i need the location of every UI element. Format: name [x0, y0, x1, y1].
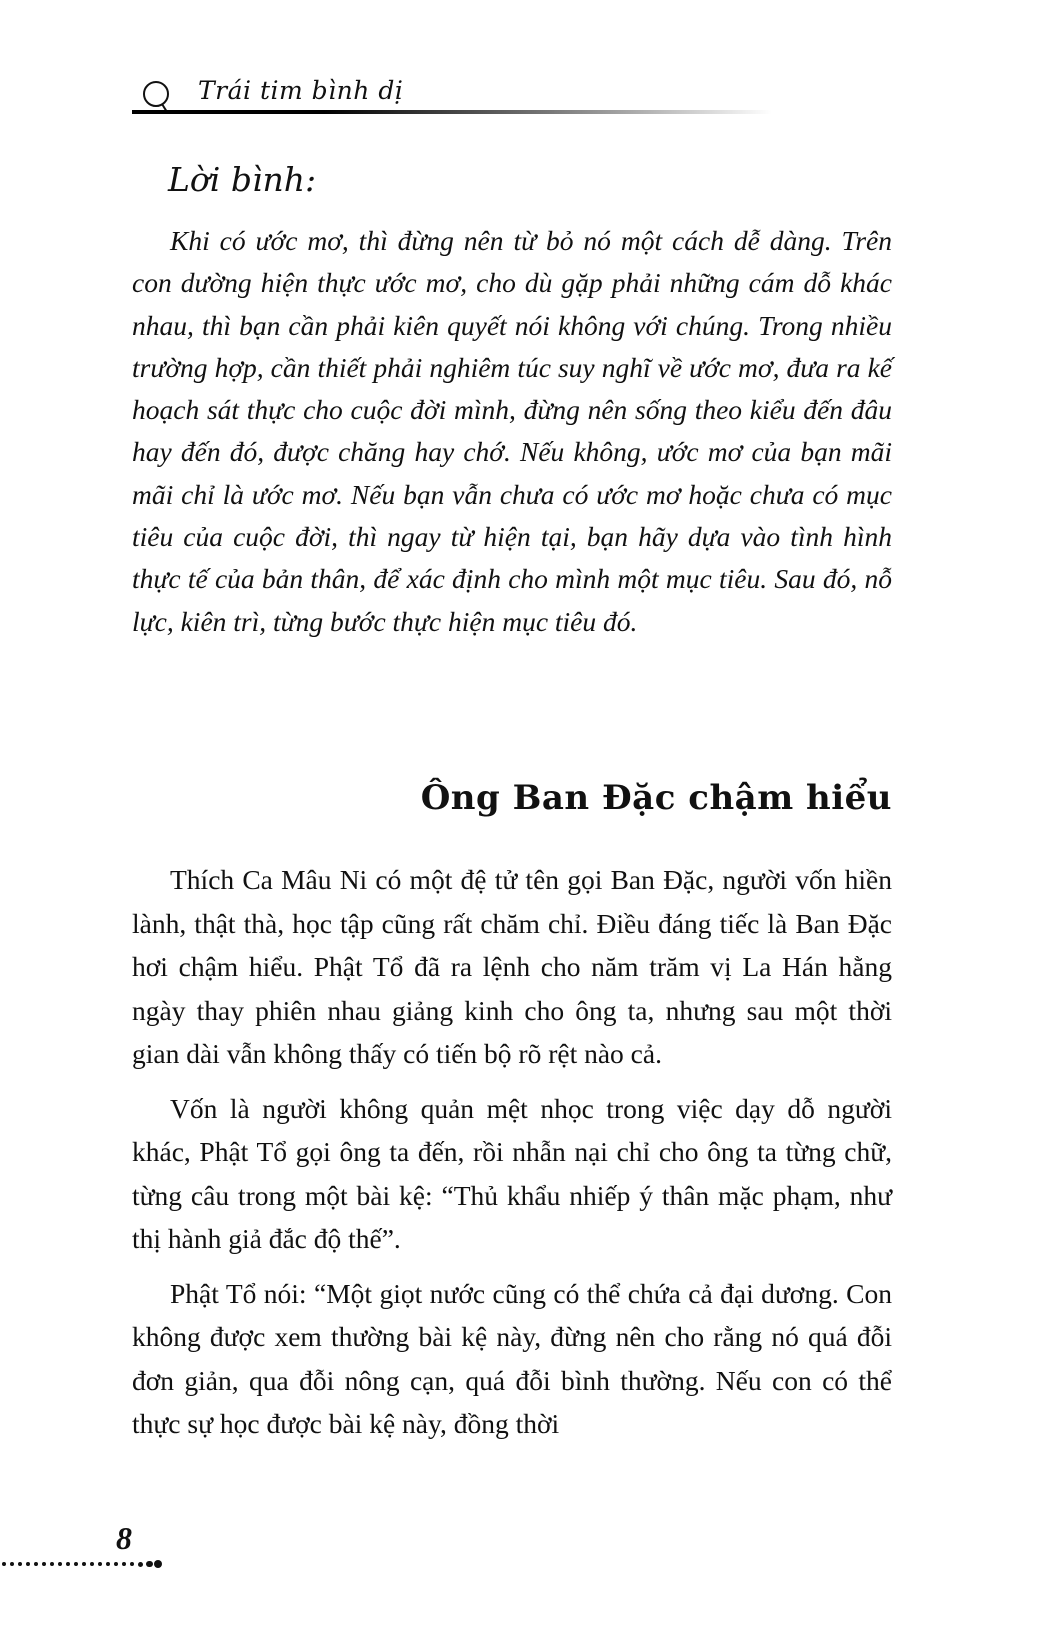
dot	[98, 1562, 102, 1566]
dot	[74, 1562, 78, 1566]
dot	[90, 1562, 94, 1566]
story-paragraph: Vốn là người không quản mệt nhọc trong việc dạy dỗ người khác, Phật Tổ gọi ông ta đến, rồi nhẫn nại chỉ cho ông ta từng chữ, từng câu trong một bài kệ: “Thủ khẩu nhiếp ý thân mặc phạm, như thị hành giả đắc độ thế”.	[132, 1092, 892, 1254]
dot	[130, 1562, 134, 1566]
comment-paragraph: Khi có ước mơ, thì đừng nên từ bỏ nó một cách dễ dàng. Trên con dường hiện thực ước mơ, cho dù gặp phải những cám dỗ khác nhau, thì bạn cần phải kiên quyết nói không với chúng. Trong nhiều trường hợp, cần thiết phải nghiêm túc suy nghĩ về ước mơ, đưa ra kế hoạch sát thực cho cuộc đời mình, đừng nên sống theo kiểu đến đâu hay đến đó, được chăng hay chớ. Nếu không, ước mơ của bạn mãi mãi chỉ là ước mơ. Nếu bạn vẫn chưa có ước mơ hoặc chưa có mục tiêu của cuộc đời, thì ngay từ hiện tại, bạn hãy dựa vào tình hình thực tế của bản thân, để xác định cho mình một mục tiêu. Sau đó, nỗ lực, kiên trì, từng bước thực hiện mục tiêu đó.	[132, 225, 892, 637]
running-header	[132, 68, 772, 118]
story-paragraph: Thích Ca Mâu Ni có một đệ tử tên gọi Ban Đặc, người vốn hiền lành, thật thà, học tập cũng rất chăm chỉ. Điều đáng tiếc là Ban Đặc hơi chậm hiểu. Phật Tổ đã ra lệnh cho năm trăm vị La Hán hằng ngày thay phiên nhau giảng kinh cho ông ta, nhưng sau một thời gian dài vẫn không thấy có tiến bộ rõ rệt nào cả.	[132, 864, 892, 1069]
dot	[10, 1562, 14, 1566]
dot	[82, 1562, 86, 1566]
dot	[34, 1562, 38, 1566]
story-paragraph: Phật Tổ nói: “Một giọt nước cũng có thể chứa cả đại dương. Con không được xem thường bài kệ này, đừng nên cho rằng nó quá đỗi đơn giản, qua đỗi nông cạn, quá đỗi bình thường. Nếu con có thể thực sự học được bài kệ này, đồng thời	[132, 1277, 892, 1439]
running-header-title: Trái tim bình dị	[198, 76, 404, 105]
dot	[106, 1562, 110, 1566]
story-body	[132, 858, 892, 1457]
dot	[2, 1562, 6, 1566]
page-number: 8	[116, 1520, 132, 1556]
dotted-rule	[0, 1560, 170, 1568]
dot	[146, 1561, 153, 1568]
comment-label: Lời bình:	[168, 160, 317, 199]
header-rule	[132, 110, 772, 114]
dot	[26, 1562, 30, 1566]
dot	[18, 1562, 22, 1566]
dot	[122, 1562, 126, 1566]
dot	[138, 1562, 143, 1567]
circle-tab-icon	[142, 80, 172, 110]
dot	[66, 1562, 70, 1566]
comment-body	[132, 220, 892, 643]
dot	[114, 1562, 118, 1566]
dot	[50, 1562, 54, 1566]
dot	[154, 1560, 162, 1568]
dot	[58, 1562, 62, 1566]
dot	[42, 1562, 46, 1566]
story-title: Ông Ban Đặc chậm hiểu	[420, 778, 892, 818]
